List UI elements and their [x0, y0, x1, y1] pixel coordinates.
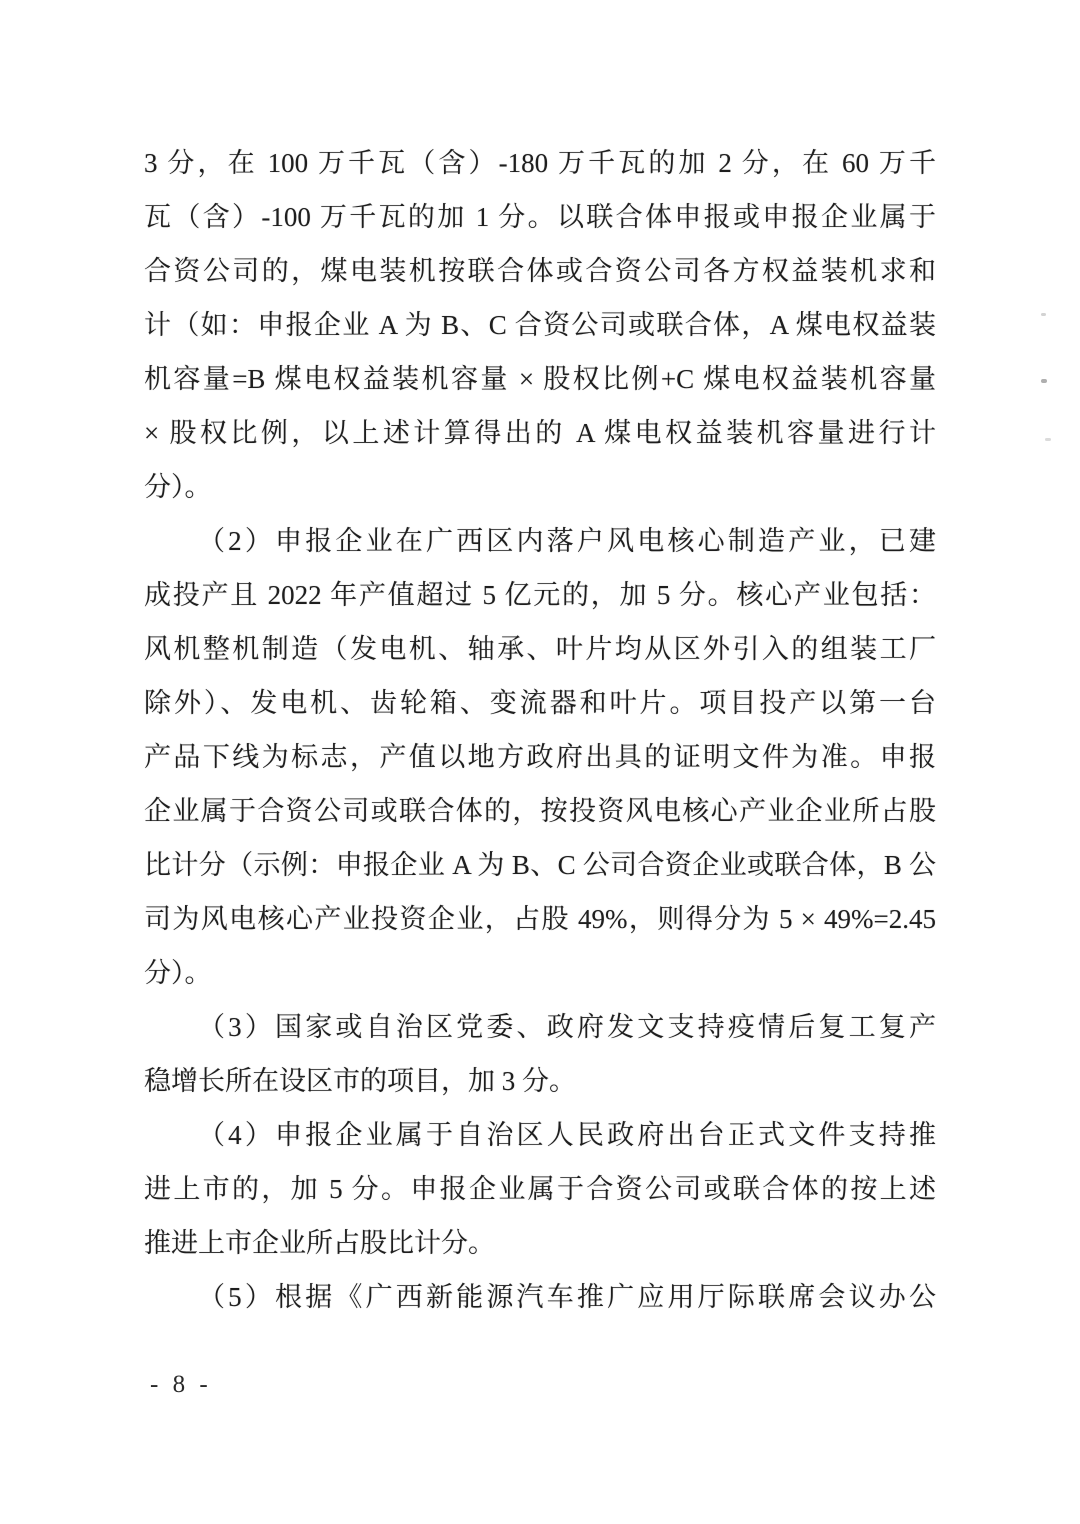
text-line: 企业属于合资公司或联合体的，按投资风电核心产业企业所占股: [144, 796, 936, 826]
text-line: 机容量=B 煤电权益装机容量 × 股权比例+C 煤电权益装机容量: [144, 364, 936, 394]
text-line: 比计分（示例：申报企业 A 为 B、C 公司合资企业或联合体，B 公: [144, 850, 936, 880]
document-body: [144, 136, 936, 1324]
text-line-paragraph-start: （4）申报企业属于自治区人民政府出台正式文件支持推: [198, 1120, 936, 1150]
text-line: 推进上市企业所占股比计分。: [144, 1228, 495, 1258]
text-line: 稳增长所在设区市的项目，加 3 分。: [144, 1066, 576, 1096]
scan-speck: [1041, 313, 1046, 316]
text-line: 风机整机制造（发电机、轴承、叶片均从区外引入的组装工厂: [144, 634, 936, 664]
text-line: 进上市的，加 5 分。申报企业属于合资公司或联合体的按上述: [144, 1174, 936, 1204]
text-line: × 股权比例，以上述计算得出的 A 煤电权益装机容量进行计: [144, 418, 936, 448]
text-line: 瓦（含）-100 万千瓦的加 1 分。以联合体申报或申报企业属于: [144, 202, 936, 232]
text-line-paragraph-start: （2）申报企业在广西区内落户风电核心制造产业，已建: [198, 526, 936, 556]
text-line-paragraph-start: （5）根据《广西新能源汽车推广应用厅际联席会议办公: [198, 1282, 936, 1312]
text-line: 成投产且 2022 年产值超过 5 亿元的，加 5 分。核心产业包括：: [144, 580, 936, 610]
text-line: 分）。: [144, 472, 212, 502]
text-line: 3 分，在 100 万千瓦（含）-180 万千瓦的加 2 分，在 60 万千: [144, 148, 936, 178]
text-line: 分）。: [144, 958, 212, 988]
text-line: 产品下线为标志，产值以地方政府出具的证明文件为准。申报: [144, 742, 936, 772]
text-line: 除外）、发电机、齿轮箱、变流器和叶片。项目投产以第一台: [144, 688, 936, 718]
text-line-paragraph-start: （3）国家或自治区党委、政府发文支持疫情后复工复产: [198, 1012, 936, 1042]
text-line: 司为风电核心产业投资企业，占股 49%，则得分为 5 × 49%=2.45: [144, 904, 936, 934]
text-line: 合资公司的，煤电装机按联合体或合资公司各方权益装机求和: [144, 256, 936, 286]
scan-speck: [1045, 438, 1051, 441]
page-number: - 8 -: [150, 1371, 212, 1398]
text-line: 计（如：申报企业 A 为 B、C 合资公司或联合体，A 煤电权益装: [144, 310, 936, 340]
scan-speck: [1041, 379, 1047, 383]
